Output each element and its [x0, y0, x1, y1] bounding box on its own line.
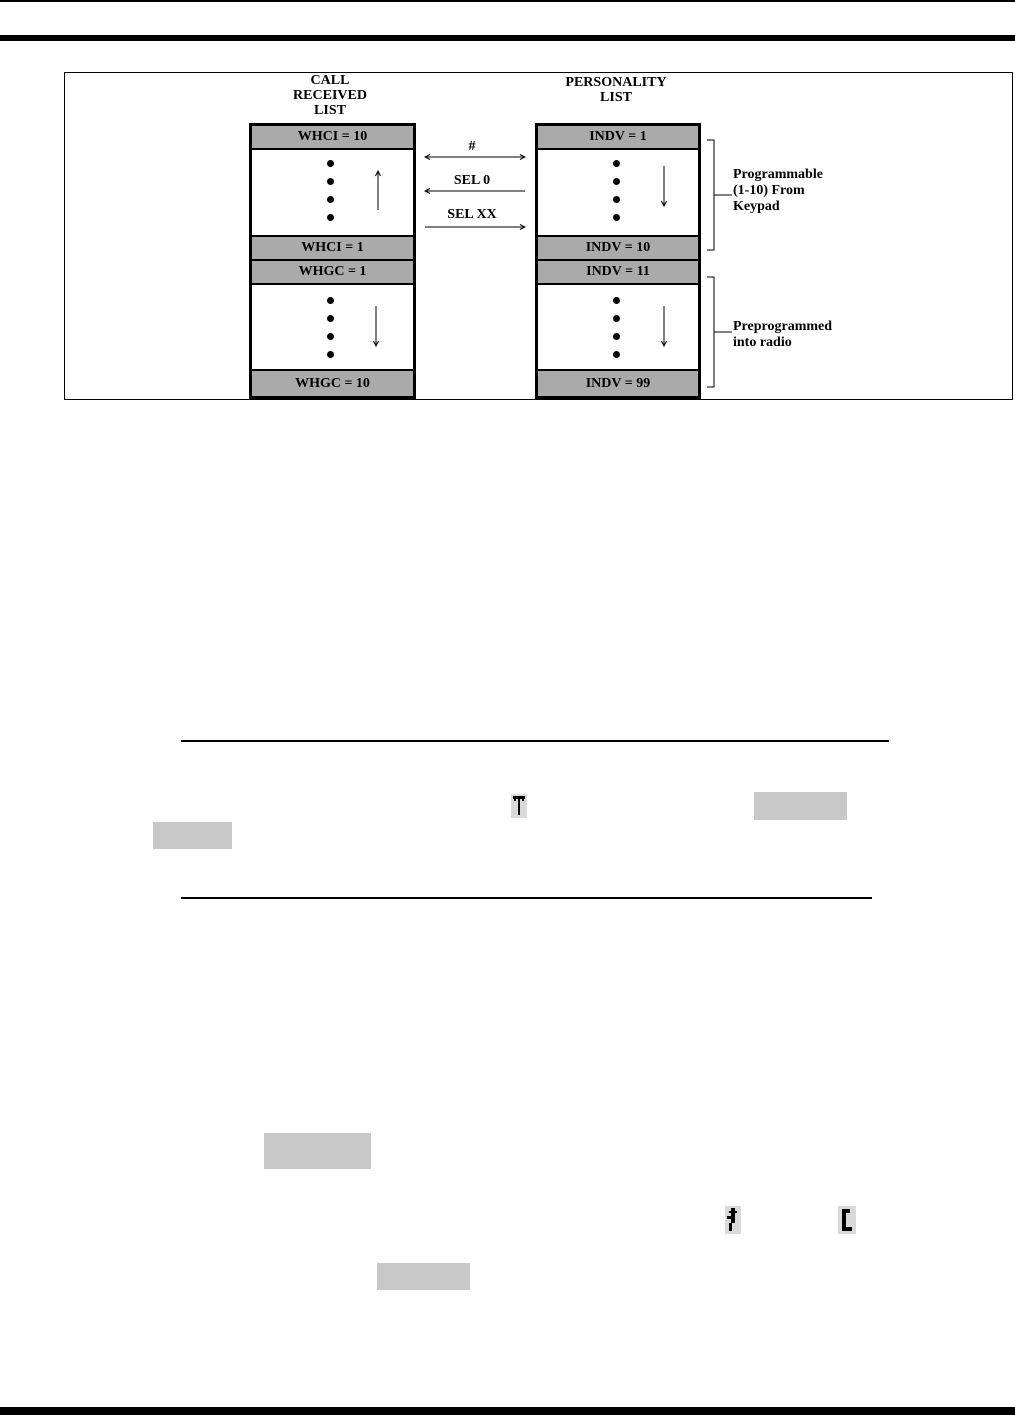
call-received-list — [249, 123, 416, 399]
bullet-dot — [613, 351, 620, 358]
title-line: LIST — [600, 90, 632, 105]
double-arrow-icon — [424, 153, 526, 161]
bullet-dot — [327, 178, 334, 185]
bullet-dot — [613, 333, 620, 340]
bullet-dot — [613, 196, 620, 203]
label-line: Preprogrammed — [733, 319, 833, 334]
bracket-programmable — [706, 139, 736, 253]
call-list-figure — [64, 72, 1013, 400]
call-received-list-title — [265, 73, 395, 118]
down-arrow-icon — [660, 166, 668, 208]
highlighted-key-3 — [264, 1133, 371, 1169]
bullet-dot — [327, 297, 334, 304]
label-line: Keypad — [733, 199, 780, 214]
list-cell-whgc-1: WHGC = 1 — [252, 261, 413, 283]
programmable-label — [733, 167, 823, 215]
list-cell-indv-10: INDV = 10 — [538, 237, 698, 259]
bullet-dot — [613, 315, 620, 322]
header-rule-thick — [0, 35, 1015, 41]
arrow-label-hash: # — [468, 139, 476, 154]
arrow-label-selxx: SEL XX — [447, 207, 497, 222]
personality-list — [535, 123, 701, 399]
title-line: LIST — [314, 103, 346, 118]
bullet-dot — [613, 214, 620, 221]
list-cell-indv-11: INDV = 11 — [538, 261, 698, 283]
header-rule-thin — [0, 0, 1015, 2]
list-cell-indv-99: INDV = 99 — [538, 371, 698, 396]
right-arrow-icon — [424, 223, 526, 231]
bullet-dot — [613, 297, 620, 304]
list-cell-whci-1: WHCI = 1 — [252, 237, 413, 259]
bullet-dot — [327, 214, 334, 221]
label-line: Programmable — [733, 167, 823, 182]
label-line: (1-10) From — [733, 183, 805, 198]
bracket-preprogrammed — [706, 276, 736, 390]
bullet-dot — [327, 333, 334, 340]
left-arrow-icon — [424, 187, 526, 195]
bullet-dot — [327, 160, 334, 167]
handset-icon — [838, 1206, 856, 1234]
bullet-dot — [327, 315, 334, 322]
divider — [252, 283, 413, 285]
highlighted-key-2 — [153, 822, 232, 849]
preprogrammed-label — [733, 319, 832, 351]
bullet-dot — [327, 196, 334, 203]
title-line: RECEIVED — [293, 88, 367, 103]
highlighted-key-4 — [377, 1263, 470, 1290]
up-arrow-icon — [374, 170, 382, 210]
bullet-dot — [613, 160, 620, 167]
antenna-icon — [511, 794, 527, 818]
list-cell-whci-10: WHCI = 10 — [252, 126, 413, 148]
down-arrow-icon — [372, 306, 380, 348]
divider — [538, 283, 698, 285]
divider — [538, 148, 698, 150]
note-rule-bottom — [181, 897, 872, 899]
label-line: into radio — [733, 335, 792, 350]
call-person-icon — [725, 1206, 741, 1234]
personality-list-title — [551, 75, 681, 105]
highlighted-key-1 — [754, 792, 847, 820]
bullet-dot — [613, 178, 620, 185]
note-rule-top — [181, 740, 889, 742]
bullet-dot — [327, 351, 334, 358]
list-cell-indv-1: INDV = 1 — [538, 126, 698, 148]
footer-rule — [0, 1407, 1015, 1415]
title-line: PERSONALITY — [565, 75, 667, 90]
down-arrow-icon — [660, 306, 668, 348]
arrow-label-sel0: SEL 0 — [453, 173, 491, 188]
divider — [252, 148, 413, 150]
title-line: CALL — [310, 73, 350, 88]
list-cell-whgc-10: WHGC = 10 — [252, 371, 413, 396]
